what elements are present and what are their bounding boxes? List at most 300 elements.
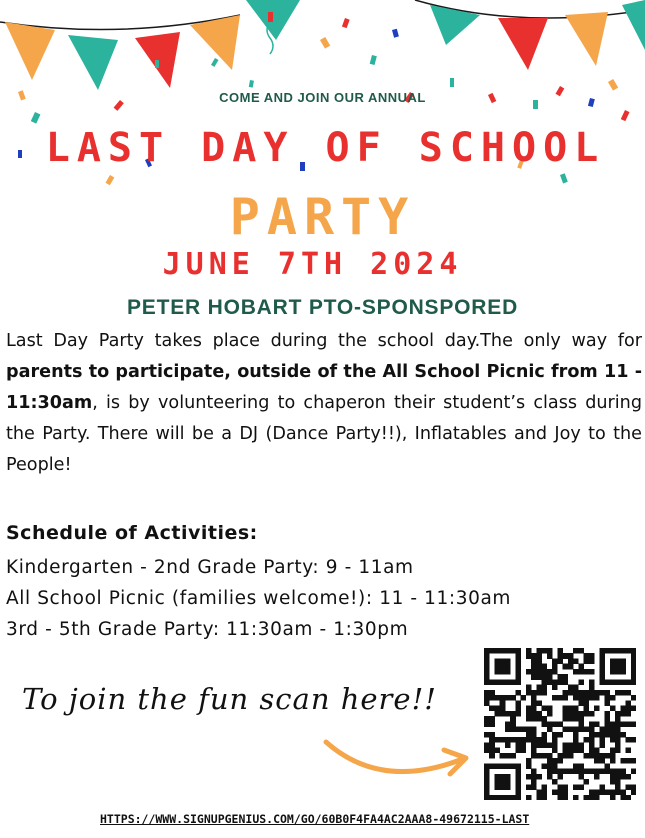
qr-module (626, 737, 632, 743)
qr-module (610, 679, 616, 685)
qr-module (589, 795, 595, 800)
qr-module (615, 784, 621, 790)
qr-module (557, 648, 563, 654)
qr-module (620, 669, 626, 675)
qr-module (494, 774, 500, 780)
qr-module (526, 774, 532, 780)
qr-module (484, 716, 490, 722)
qr-module (542, 795, 548, 800)
qr-module (536, 742, 542, 748)
qr-module (552, 664, 558, 670)
qr-module (484, 721, 490, 727)
qr-module (505, 742, 511, 748)
qr-module (605, 721, 611, 727)
qr-module (526, 706, 532, 712)
qr-module (542, 721, 548, 727)
qr-module (552, 685, 558, 691)
qr-module (552, 748, 558, 754)
qr-module (615, 648, 621, 654)
qr-module (568, 753, 574, 759)
description-bold-comma: , (224, 362, 238, 382)
qr-module (505, 774, 511, 780)
qr-module (557, 653, 563, 659)
qr-module (631, 669, 636, 675)
qr-module (494, 748, 500, 754)
qr-module (505, 737, 511, 743)
qr-module (599, 790, 605, 796)
qr-module (631, 695, 636, 701)
qr-module (505, 753, 511, 759)
qr-module (531, 664, 537, 670)
qr-module (563, 674, 569, 680)
qr-module (573, 695, 579, 701)
qr-module (547, 742, 553, 748)
qr-module (578, 648, 584, 654)
qr-module (505, 695, 511, 701)
qr-module (515, 737, 521, 743)
qr-module (594, 706, 600, 712)
qr-module (568, 690, 574, 696)
qr-module (515, 784, 521, 790)
qr-module (557, 758, 563, 764)
qr-module (505, 669, 511, 675)
qr-module (610, 721, 616, 727)
qr-module (536, 753, 542, 759)
qr-module (605, 716, 611, 722)
qr-module (615, 769, 621, 775)
qr-module (484, 732, 490, 738)
qr-module (626, 758, 632, 764)
qr-module (615, 679, 621, 685)
signup-link[interactable]: HTTPS://WWW.SIGNUPGENIUS.COM/GO/60B0F4FA4AC2AAA8-49672115-LAST (100, 812, 530, 826)
qr-module (631, 706, 636, 712)
qr-module (484, 648, 490, 654)
qr-module (542, 790, 548, 796)
qr-module (563, 653, 569, 659)
qr-module (599, 679, 605, 685)
qr-module (568, 716, 574, 722)
qr-module (620, 774, 626, 780)
qr-module (489, 706, 495, 712)
qr-module (484, 784, 490, 790)
qr-module (584, 795, 590, 800)
qr-module (489, 690, 495, 696)
qr-module (610, 795, 616, 800)
qr-module (542, 737, 548, 743)
qr-module (594, 758, 600, 764)
qr-module (484, 695, 490, 701)
qr-module (578, 679, 584, 685)
qr-module (489, 732, 495, 738)
qr-module (599, 727, 605, 733)
qr-module (521, 742, 527, 748)
qr-module (589, 748, 595, 754)
qr-module (578, 742, 584, 748)
qr-module (605, 690, 611, 696)
qr-module (494, 679, 500, 685)
qr-module (578, 664, 584, 670)
qr-module (542, 753, 548, 759)
description-text: , is by volunteering to chaperon their student’s class during the Party. There will be a DJ (Dance Party!!), Inflatables and Joy to the People! (6, 393, 642, 475)
qr-module (510, 648, 516, 654)
qr-module (547, 763, 553, 769)
qr-module (505, 679, 511, 685)
qr-module (626, 706, 632, 712)
qr-module (599, 769, 605, 775)
qr-module (536, 795, 542, 800)
qr-module (584, 727, 590, 733)
qr-module (515, 648, 521, 654)
qr-module (568, 727, 574, 733)
qr-module (484, 769, 490, 775)
qr-module (515, 748, 521, 754)
qr-module (573, 727, 579, 733)
qr-module (605, 648, 611, 654)
qr-module (484, 748, 490, 754)
qr-module (615, 742, 621, 748)
qr-module (563, 742, 569, 748)
qr-module (494, 779, 500, 785)
qr-module (557, 784, 563, 790)
description-text: Last Day Party takes place during the school day.The only way for (6, 331, 642, 351)
qr-module (599, 658, 605, 664)
qr-module (620, 664, 626, 670)
qr-module (515, 653, 521, 659)
qr-module (589, 679, 595, 685)
qr-module (573, 706, 579, 712)
qr-module (489, 716, 495, 722)
qr-module (615, 727, 621, 733)
qr-module (500, 774, 506, 780)
qr-module (599, 664, 605, 670)
qr-module (615, 658, 621, 664)
qr-module (489, 737, 495, 743)
qr-module (557, 732, 563, 738)
qr-module (531, 669, 537, 675)
qr-module (536, 737, 542, 743)
qr-module (552, 737, 558, 743)
qr-module (547, 753, 553, 759)
qr-module (515, 700, 521, 706)
qr-module (515, 769, 521, 775)
qr-module (510, 737, 516, 743)
qr-module (557, 674, 563, 680)
qr-module (584, 769, 590, 775)
qr-module (610, 648, 616, 654)
qr-module (489, 721, 495, 727)
qr-module (552, 779, 558, 785)
qr-module (631, 653, 636, 659)
qr-module (489, 763, 495, 769)
qr-module (510, 753, 516, 759)
qr-module (615, 716, 621, 722)
qr-module (578, 695, 584, 701)
qr-module (531, 784, 537, 790)
qr-module (573, 748, 579, 754)
qr-module (573, 711, 579, 717)
qr-module (563, 753, 569, 759)
qr-module (536, 674, 542, 680)
qr-module (557, 753, 563, 759)
qr-module (578, 784, 584, 790)
qr-module (599, 758, 605, 764)
qr-module (626, 748, 632, 754)
qr-module (552, 732, 558, 738)
qr-module (500, 658, 506, 664)
qr-module (610, 769, 616, 775)
qr-module (494, 669, 500, 675)
qr-module (615, 690, 621, 696)
qr-module (599, 648, 605, 654)
qr-module (620, 732, 626, 738)
qr-module (515, 674, 521, 680)
qr-module (573, 669, 579, 675)
qr-module (494, 784, 500, 790)
qr-module (610, 758, 616, 764)
qr-module (489, 648, 495, 654)
qr-module (494, 706, 500, 712)
qr-module (563, 727, 569, 733)
qr-module (494, 795, 500, 800)
qr-module (494, 658, 500, 664)
qr-module (531, 653, 537, 659)
qr-module (584, 653, 590, 659)
qr-module (526, 648, 532, 654)
qr-module (573, 690, 579, 696)
qr-module (505, 795, 511, 800)
qr-module (615, 790, 621, 796)
qr-module (584, 695, 590, 701)
qr-module (589, 695, 595, 701)
qr-module (599, 669, 605, 675)
qr-module (584, 779, 590, 785)
qr-module (542, 706, 548, 712)
qr-module (542, 716, 548, 722)
qr-module (610, 695, 616, 701)
qr-module (547, 769, 553, 775)
qr-module (526, 653, 532, 659)
qr-module (594, 790, 600, 796)
qr-module (605, 695, 611, 701)
qr-module (536, 658, 542, 664)
description-bold-text: parents to participate (6, 362, 225, 382)
description-bold-text: outside of the All School Picnic from 11 - 11:30am (6, 362, 642, 413)
qr-module (573, 716, 579, 722)
qr-module (505, 721, 511, 727)
qr-module (547, 706, 553, 712)
qr-module (568, 653, 574, 659)
qr-module (484, 763, 490, 769)
qr-module (568, 742, 574, 748)
qr-module (589, 790, 595, 796)
qr-module (547, 674, 553, 680)
qr-module (599, 737, 605, 743)
qr-module (615, 748, 621, 754)
qr-module (620, 790, 626, 796)
qr-module (552, 695, 558, 701)
qr-module (515, 706, 521, 712)
qr-module (620, 795, 626, 800)
qr-module (610, 706, 616, 712)
qr-module (594, 690, 600, 696)
qr-module (626, 700, 632, 706)
qr-module (484, 664, 490, 670)
qr-module (526, 732, 532, 738)
qr-module (515, 664, 521, 670)
qr-module (500, 700, 506, 706)
qr-module (626, 784, 632, 790)
qr-module (531, 732, 537, 738)
qr-module (536, 774, 542, 780)
qr-module (547, 653, 553, 659)
qr-module (531, 716, 537, 722)
qr-module (605, 790, 611, 796)
qr-module (563, 790, 569, 796)
qr-module (626, 795, 632, 800)
signup-qr-code[interactable] (484, 648, 636, 800)
qr-module (510, 716, 516, 722)
qr-module (547, 758, 553, 764)
qr-module (536, 711, 542, 717)
qr-module (500, 679, 506, 685)
qr-module (500, 648, 506, 654)
qr-module (531, 695, 537, 701)
qr-module (631, 679, 636, 685)
qr-module (620, 648, 626, 654)
qr-module (578, 769, 584, 775)
qr-module (552, 769, 558, 775)
qr-module (494, 664, 500, 670)
qr-module (589, 769, 595, 775)
qr-module (620, 679, 626, 685)
qr-module (500, 753, 506, 759)
qr-module (526, 758, 532, 764)
qr-module (563, 748, 569, 754)
qr-module (515, 679, 521, 685)
qr-module (489, 753, 495, 759)
qr-module (521, 695, 527, 701)
qr-module (594, 774, 600, 780)
qr-module (557, 679, 563, 685)
event-description (6, 326, 642, 481)
qr-module (557, 769, 563, 775)
qr-module (578, 711, 584, 717)
qr-module (568, 706, 574, 712)
qr-module (531, 690, 537, 696)
qr-module (573, 648, 579, 654)
qr-module (542, 690, 548, 696)
qr-module (500, 669, 506, 675)
curved-arrow-icon (320, 728, 480, 788)
qr-module (536, 700, 542, 706)
qr-module (573, 795, 579, 800)
qr-module (536, 685, 542, 691)
qr-module (589, 669, 595, 675)
qr-module (489, 695, 495, 701)
schedule-list (6, 552, 642, 645)
qr-module (594, 769, 600, 775)
qr-module (599, 690, 605, 696)
qr-module (500, 695, 506, 701)
qr-module (610, 664, 616, 670)
qr-module (484, 742, 490, 748)
qr-module (531, 658, 537, 664)
qr-module (610, 748, 616, 754)
qr-module (500, 706, 506, 712)
qr-module (615, 732, 621, 738)
qr-module (626, 774, 632, 780)
qr-module (594, 748, 600, 754)
qr-module (552, 679, 558, 685)
qr-module (615, 774, 621, 780)
qr-module (615, 721, 621, 727)
qr-module (626, 711, 632, 717)
event-date: JUNE 7TH 2024 (162, 247, 463, 282)
qr-module (584, 753, 590, 759)
qr-module (620, 706, 626, 712)
qr-module (563, 690, 569, 696)
qr-module (620, 758, 626, 764)
qr-module (594, 795, 600, 800)
qr-module (605, 753, 611, 759)
qr-module (594, 721, 600, 727)
qr-module (578, 669, 584, 675)
qr-module (510, 679, 516, 685)
qr-module (610, 727, 616, 733)
qr-module (584, 690, 590, 696)
qr-module (584, 706, 590, 712)
qr-module (531, 706, 537, 712)
qr-module (599, 653, 605, 659)
qr-module (589, 753, 595, 759)
qr-module (510, 721, 516, 727)
schedule-item: Kindergarten - 2nd Grade Party: 9 - 11am (6, 557, 414, 578)
qr-module (526, 716, 532, 722)
qr-module (573, 658, 579, 664)
qr-module (489, 795, 495, 800)
qr-module (531, 727, 537, 733)
qr-module (484, 700, 490, 706)
qr-module (505, 763, 511, 769)
qr-module (531, 700, 537, 706)
qr-module (494, 648, 500, 654)
qr-module (599, 674, 605, 680)
qr-module (563, 784, 569, 790)
qr-module (515, 790, 521, 796)
schedule-heading: Schedule of Activities: (6, 522, 258, 544)
qr-module (563, 664, 569, 670)
qr-module (542, 664, 548, 670)
qr-module (510, 727, 516, 733)
qr-module (557, 695, 563, 701)
qr-module (531, 742, 537, 748)
qr-module (599, 732, 605, 738)
qr-module (484, 674, 490, 680)
sponsor-line: PETER HOBART PTO-SPONSPORED (126, 296, 519, 319)
qr-module (547, 648, 553, 654)
qr-module (552, 721, 558, 727)
qr-module (589, 732, 595, 738)
qr-module (584, 669, 590, 675)
qr-module (526, 690, 532, 696)
qr-module (615, 711, 621, 717)
qr-module (484, 679, 490, 685)
qr-module (510, 795, 516, 800)
qr-module (589, 711, 595, 717)
qr-module (521, 737, 527, 743)
qr-module (631, 674, 636, 680)
qr-module (631, 790, 636, 796)
